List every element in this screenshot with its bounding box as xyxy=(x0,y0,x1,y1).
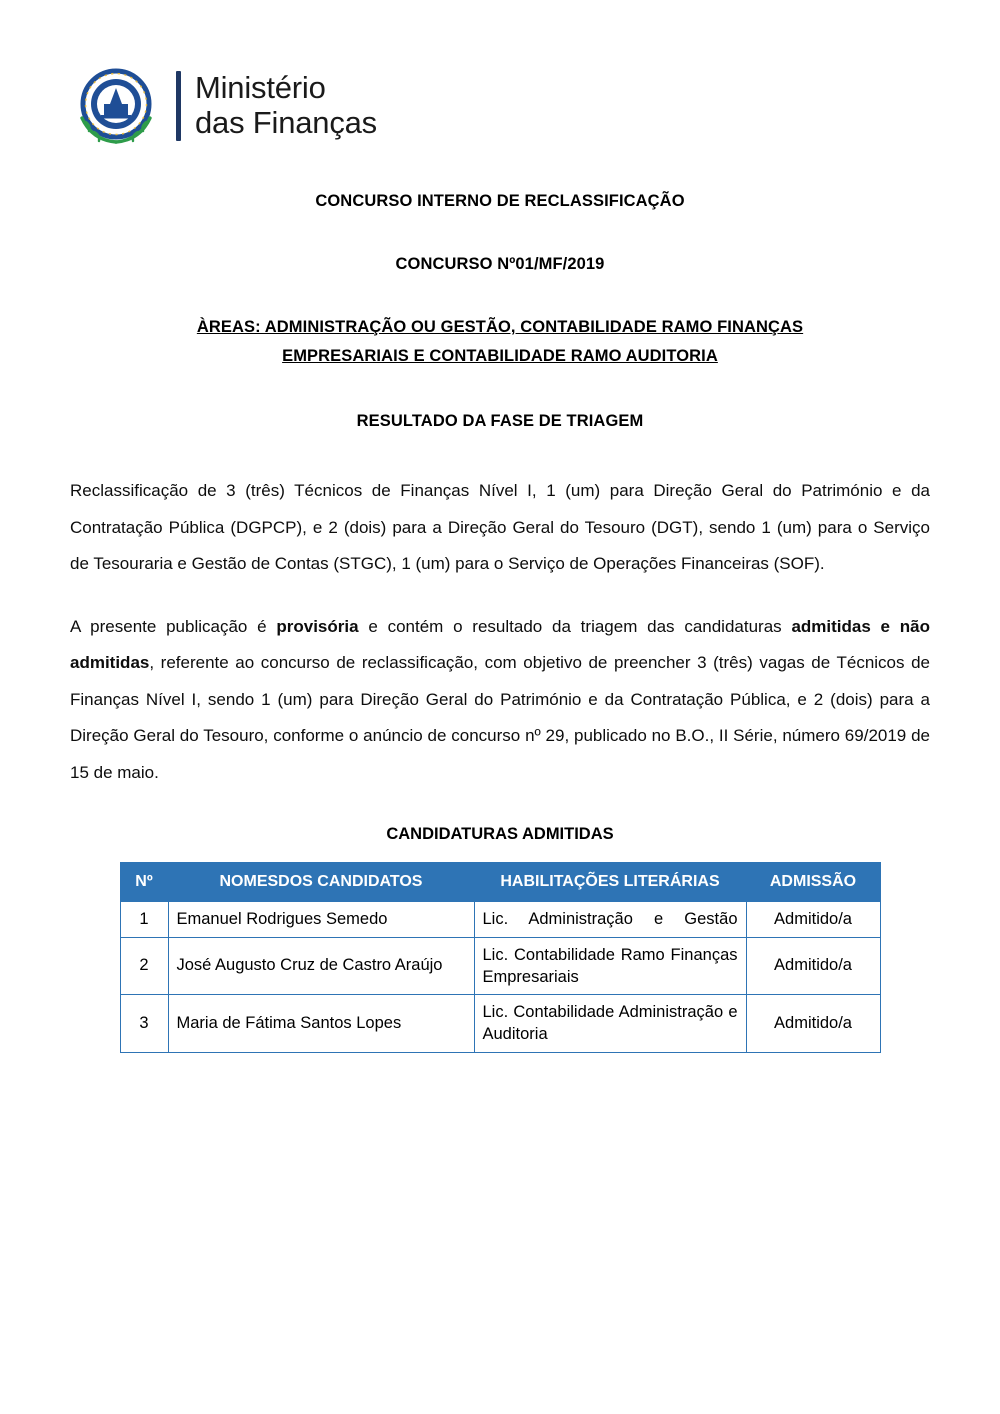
coat-of-arms-icon xyxy=(70,60,162,152)
document-title-5: RESULTADO DA FASE DE TRIAGEM xyxy=(356,412,644,430)
column-header-num: Nº xyxy=(120,863,168,902)
cell-name: Emanuel Rodrigues Semedo xyxy=(168,902,474,937)
wordmark-line-1: Ministério xyxy=(195,70,326,106)
paragraph-publicacao-part3: , referente ao concurso de reclassificação, com objetivo de preencher 3 (três) vagas de Técnicos de Finanças Nível I, sendo 1 (um) para Direção Geral do Património e da Contratação Pública, e 2 (dois) para a Direção Geral do Tesouro, conforme o anúncio de concurso nº 29, publicado no B.O., II Série, número 69/2019 de 15 de maio. xyxy=(70,653,930,782)
cell-habilitacao: Lic. Contabilidade Administração e Auditoria xyxy=(474,995,746,1053)
paragraph-publicacao-part1: A presente publicação é xyxy=(70,616,277,636)
paragraph-publicacao-part2: e contém o resultado da triagem das candidaturas xyxy=(358,616,792,636)
cell-name: José Augusto Cruz de Castro Araújo xyxy=(168,937,474,995)
table-row xyxy=(120,902,880,937)
cell-num: 3 xyxy=(120,995,168,1053)
document-title-4: EMPRESARIAIS E CONTABILIDADE RAMO AUDITORIA xyxy=(282,347,718,365)
document-title-2: CONCURSO Nº01/MF/2019 xyxy=(395,255,605,273)
column-header-name: NOMESDOS CANDIDATOS xyxy=(168,863,474,902)
paragraph-publicacao xyxy=(70,609,930,792)
cell-admissao: Admitido/a xyxy=(746,995,880,1053)
document-title-3: ÀREAS: ADMINISTRAÇÃO OU GESTÃO, CONTABILIDADE RAMO FINANÇAS xyxy=(196,318,804,336)
table-row xyxy=(120,995,880,1053)
table-caption: CANDIDATURAS ADMITIDAS xyxy=(386,825,614,844)
cell-admissao: Admitido/a xyxy=(746,902,880,937)
paragraph-publicacao-bold2: admitidas e não admitidas xyxy=(70,616,931,673)
document-title-1: CONCURSO INTERNO DE RECLASSIFICAÇÃO xyxy=(315,192,685,210)
column-header-admissao: ADMISSÃO xyxy=(746,863,880,902)
cell-habilitacao: Lic. Contabilidade Ramo Finanças Empresariais xyxy=(474,937,746,995)
cell-name: Maria de Fátima Santos Lopes xyxy=(168,995,474,1053)
cell-admissao: Admitido/a xyxy=(746,937,880,995)
paragraph-reclassificacao: Reclassificação de 3 (três) Técnicos de Finanças Nível I, 1 (um) para Direção Geral do Património e da Contratação Pública (DGPCP), e 2 (dois) para a Direção Geral do Tesouro (DGT), sendo 1 (um) para o Serviço de Tesouraria e Gestão de Contas (STGC), 1 (um) para o Serviço de Operações Financeiras (SOF). xyxy=(70,481,930,574)
cell-habilitacao: Lic. Administração e Gestão xyxy=(474,902,746,937)
admitted-candidates-table xyxy=(120,862,881,1052)
title-block xyxy=(70,192,930,431)
wordmark-divider-bar xyxy=(176,71,181,140)
table-header-row xyxy=(120,863,880,902)
column-header-habilitacoes: HABILITAÇÕES LITERÁRIAS xyxy=(474,863,746,902)
paragraph-publicacao-bold1: provisória xyxy=(276,616,359,636)
ministry-wordmark xyxy=(176,71,377,140)
cell-num: 1 xyxy=(120,902,168,937)
letterhead xyxy=(70,60,930,152)
cell-num: 2 xyxy=(120,937,168,995)
table-row xyxy=(120,937,880,995)
wordmark-line-2: das Finanças xyxy=(195,105,377,140)
